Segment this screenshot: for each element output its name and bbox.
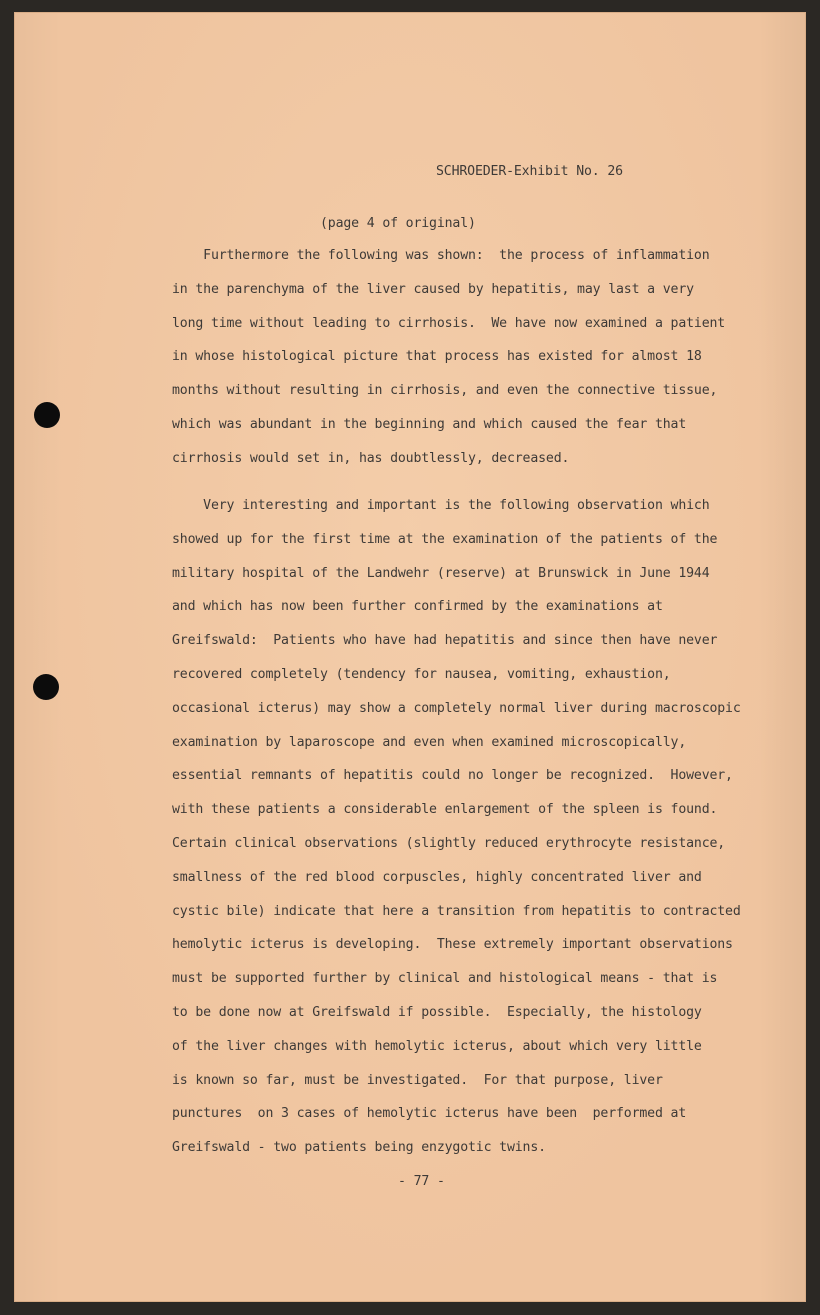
paragraph-2 <box>172 496 741 1172</box>
text-line: smallness of the red blood corpuscles, highly concentrated liver and <box>172 869 702 885</box>
text-line: in whose histological picture that process has existed for almost 18 <box>172 349 702 365</box>
text-line: showed up for the first time at the examination of the patients of the <box>172 531 718 547</box>
text-line: and which has now been further confirmed by the examinations at <box>172 599 663 615</box>
text-line: must be supported further by clinical and histological means - that is <box>172 971 718 987</box>
text-line: hemolytic icterus is developing. These extremely important observations <box>172 937 733 953</box>
text-line: military hospital of the Landwehr (reserve) at Brunswick in June 1944 <box>172 565 710 581</box>
text-line: long time without leading to cirrhosis. We have now examined a patient <box>172 315 726 331</box>
text-line: punctures on 3 cases of hemolytic icterus have been performed at <box>172 1106 687 1122</box>
paragraph-1 <box>172 246 725 483</box>
document-page <box>14 12 806 1302</box>
text-line: Greifswald: Patients who have had hepatitis and since then have never <box>172 633 718 649</box>
text-line: with these patients a considerable enlargement of the spleen is found. <box>172 802 718 818</box>
text-line: Furthermore the following was shown: the process of inflammation <box>172 248 710 263</box>
text-line: cirrhosis would set in, has doubtlessly, decreased. <box>172 450 570 466</box>
text-line: cystic bile) indicate that here a transition from hepatitis to contracted <box>172 903 741 919</box>
exhibit-label: SCHROEDER-Exhibit No. 26 <box>436 164 623 179</box>
text-line: Greifswald - two patients being enzygotic twins. <box>172 1140 546 1156</box>
text-line: essential remnants of hepatitis could no longer be recognized. However, <box>172 768 733 784</box>
text-line: occasional icterus) may show a completely normal liver during macroscopic <box>172 700 741 716</box>
text-line: of the liver changes with hemolytic icterus, about which very little <box>172 1038 702 1054</box>
text-line: in the parenchyma of the liver caused by hepatitis, may last a very <box>172 281 694 297</box>
text-line: which was abundant in the beginning and which caused the fear that <box>172 416 687 432</box>
text-line: recovered completely (tendency for nausea, vomiting, exhaustion, <box>172 666 671 682</box>
text-line: Very interesting and important is the following observation which <box>172 498 710 513</box>
text-line: months without resulting in cirrhosis, and even the connective tissue, <box>172 383 718 399</box>
punch-hole-top <box>34 402 60 428</box>
text-line: to be done now at Greifswald if possible. Especially, the histology <box>172 1004 702 1020</box>
page-number: - 77 - <box>398 1174 445 1189</box>
page-note: (page 4 of original) <box>320 216 476 231</box>
text-line: examination by laparoscope and even when examined microscopically, <box>172 734 687 750</box>
punch-hole-bottom <box>33 674 59 700</box>
text-line: is known so far, must be investigated. For that purpose, liver <box>172 1072 663 1088</box>
text-line: Certain clinical observations (slightly reduced erythrocyte resistance, <box>172 835 726 851</box>
